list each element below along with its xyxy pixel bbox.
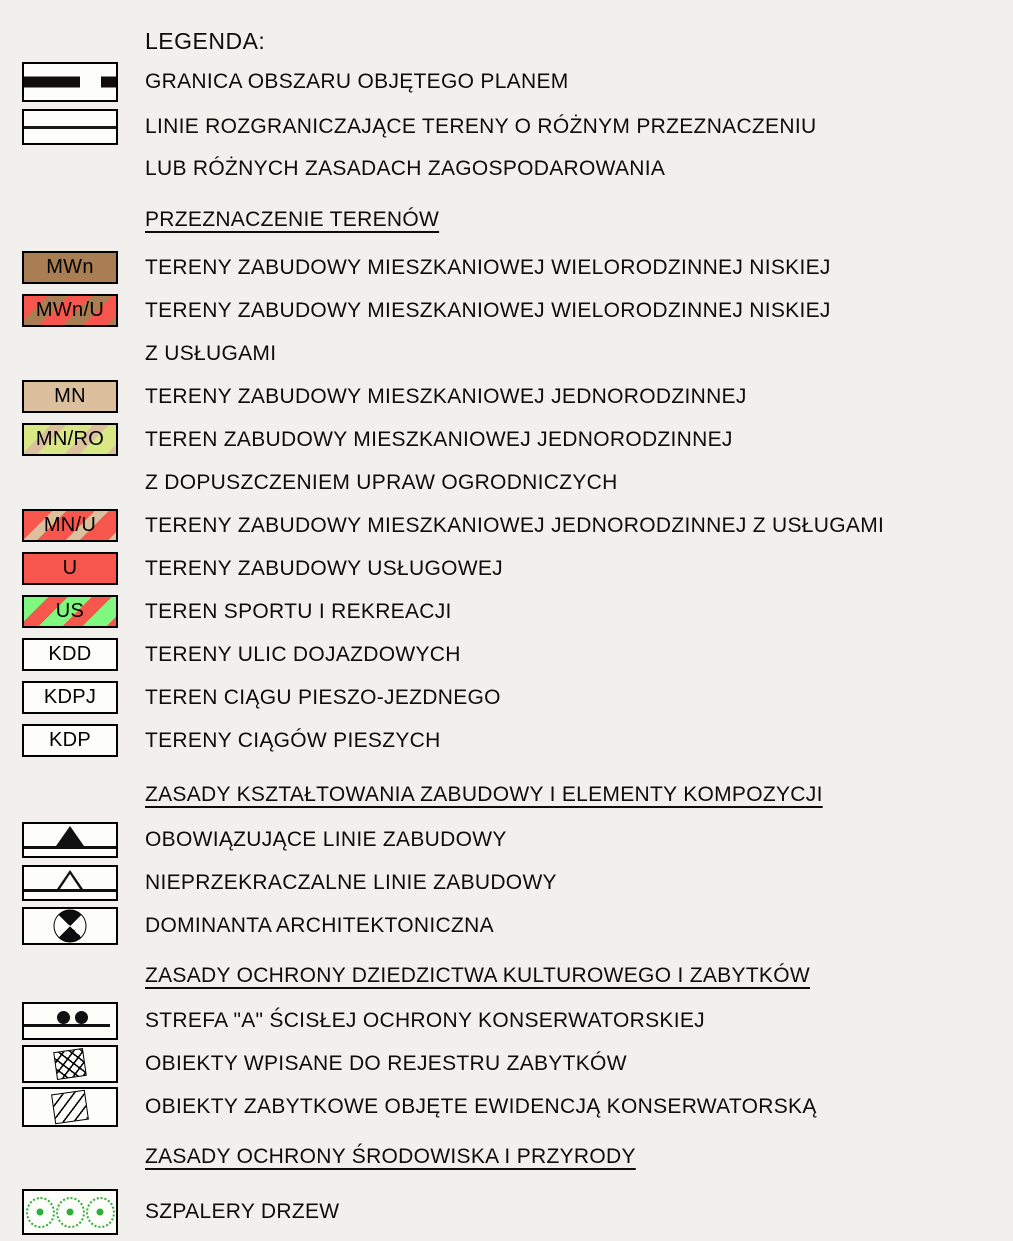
- line-glyph: [24, 889, 116, 892]
- mwn-swatch: MWn: [22, 251, 118, 284]
- section-header-srodowisko: ZASADY OCHRONY ŚRODOWISKA I PRZYRODY: [145, 1145, 636, 1168]
- row-label: SZPALERY DRZEW: [145, 1200, 340, 1223]
- us-swatch: US: [22, 595, 118, 628]
- row-mwnu: [0, 289, 1013, 332]
- mwnu-swatch: MWn/U: [22, 294, 118, 327]
- mnro-swatch: MN/RO: [22, 423, 118, 456]
- row-kdd: [0, 633, 1013, 676]
- tree-icon: [26, 1197, 55, 1228]
- row-label: TERENY ZABUDOWY MIESZKANIOWEJ JEDNORODZINNEJ: [145, 384, 747, 408]
- row-mnro: [0, 418, 1013, 461]
- row-obowiazujace-linie: [0, 818, 1013, 861]
- row-label-continuation: Z DOPUSZCZENIEM UPRAW OGRODNICZYCH: [145, 470, 618, 494]
- row-us: [0, 590, 1013, 633]
- dot-icon: [57, 1011, 70, 1024]
- dash-segment: [101, 77, 116, 88]
- row-label: OBIEKTY WPISANE DO REJESTRU ZABYTKÓW: [145, 1051, 627, 1075]
- row-label: TERENY ULIC DOJAZDOWYCH: [145, 642, 461, 666]
- row-label: GRANICA OBSZARU OBJĘTEGO PLANEM: [145, 70, 569, 93]
- row-label: DOMINANTA ARCHITEKTONICZNA: [145, 913, 494, 937]
- row-label: TERENY ZABUDOWY MIESZKANIOWEJ WIELORODZINNEJ NISKIEJ: [145, 298, 831, 322]
- row-label: TEREN ZABUDOWY MIESZKANIOWEJ JEDNORODZINNEJ: [145, 427, 733, 451]
- row-rejestr-zabytkow: [0, 1042, 1013, 1085]
- tree-icon: [86, 1197, 115, 1228]
- registered-monument-symbol: [22, 1045, 118, 1083]
- kdd-swatch: KDD: [22, 638, 118, 671]
- row-strefa-a: [0, 999, 1013, 1042]
- row-dominanta: [0, 904, 1013, 947]
- heritage-record-symbol: [22, 1087, 118, 1127]
- legend-title: LEGENDA:: [145, 28, 266, 54]
- line-glyph: [24, 846, 116, 849]
- dominanta-symbol: [22, 907, 118, 945]
- row-u: [0, 547, 1013, 590]
- row-szpalery-drzew: [0, 1186, 1013, 1238]
- section-header-ksztaltowanie: ZASADY KSZTAŁTOWANIA ZABUDOWY I ELEMENTY KOMPOZYCJI: [145, 783, 823, 806]
- mandatory-building-line-symbol: [22, 822, 118, 858]
- kdpj-swatch: KDPJ: [22, 681, 118, 714]
- row-label: NIEPRZEKRACZALNE LINIE ZABUDOWY: [145, 870, 557, 894]
- tree-row-symbol: [22, 1189, 118, 1235]
- section-header-przeznaczenie: PRZEZNACZENIE TERENÓW: [145, 208, 440, 231]
- row-label: STREFA "A" ŚCISŁEJ OCHRONY KONSERWATORSKIEJ: [145, 1008, 705, 1032]
- row-label: TEREN SPORTU I REKREACJI: [145, 599, 452, 623]
- plan-boundary-symbol: [22, 62, 118, 102]
- row-mnu: [0, 504, 1013, 547]
- dash-segment: [24, 77, 80, 88]
- row-mn: [0, 375, 1013, 418]
- row-label-continuation: LUB RÓŻNYCH ZASADACH ZAGOSPODAROWANIA: [145, 156, 666, 180]
- row-label-continuation: Z USŁUGAMI: [145, 341, 277, 365]
- row-nieprzekraczalne-linie: [0, 861, 1013, 904]
- mn-swatch: MN: [22, 380, 118, 413]
- dot-icon: [75, 1011, 88, 1024]
- row-label: TEREN CIĄGU PIESZO-JEZDNEGO: [145, 685, 501, 709]
- row-kdp: [0, 719, 1013, 762]
- hatched-square-icon: [51, 1089, 89, 1123]
- row-label: OBOWIĄZUJĄCE LINIE ZABUDOWY: [145, 827, 507, 851]
- row-mwn: [0, 246, 1013, 289]
- row-mwnu-continuation: [0, 332, 1013, 375]
- row-ewidencja: [0, 1085, 1013, 1128]
- row-granica: [0, 57, 1013, 107]
- row-mnro-continuation: [0, 461, 1013, 504]
- crosshatch-square-icon: [53, 1048, 87, 1080]
- row-linie-continuation: [0, 147, 1013, 190]
- row-label: TERENY ZABUDOWY MIESZKANIOWEJ WIELORODZINNEJ NISKIEJ: [145, 255, 831, 279]
- dividing-line-symbol: [22, 109, 118, 145]
- section-header-dziedzictwo: ZASADY OCHRONY DZIEDZICTWA KULTUROWEGO I ZABYTKÓW: [145, 964, 810, 987]
- tree-icon: [56, 1197, 85, 1228]
- row-label: TERENY CIĄGÓW PIESZYCH: [145, 728, 441, 752]
- u-swatch: U: [22, 552, 118, 585]
- max-building-line-symbol: [22, 865, 118, 901]
- line-glyph: [24, 1024, 110, 1027]
- mnu-swatch: MN/U: [22, 509, 118, 542]
- row-label: TERENY ZABUDOWY USŁUGOWEJ: [145, 556, 503, 580]
- quadrant-circle-icon: [54, 909, 87, 942]
- filled-triangle-icon: [56, 826, 84, 846]
- row-label: TERENY ZABUDOWY MIESZKANIOWEJ JEDNORODZINNEJ Z USŁUGAMI: [145, 513, 885, 537]
- row-label: LINIE ROZGRANICZAJĄCE TERENY O RÓŻNYM PRZEZNACZENIU: [145, 115, 817, 138]
- strefa-a-symbol: [22, 1002, 118, 1040]
- row-label: OBIEKTY ZABYTKOWE OBJĘTE EWIDENCJĄ KONSERWATORSKĄ: [145, 1094, 817, 1118]
- kdp-swatch: KDP: [22, 724, 118, 757]
- line-glyph: [24, 126, 116, 129]
- row-linie-rozgraniczajace: [0, 107, 1013, 147]
- row-kdpj: [0, 676, 1013, 719]
